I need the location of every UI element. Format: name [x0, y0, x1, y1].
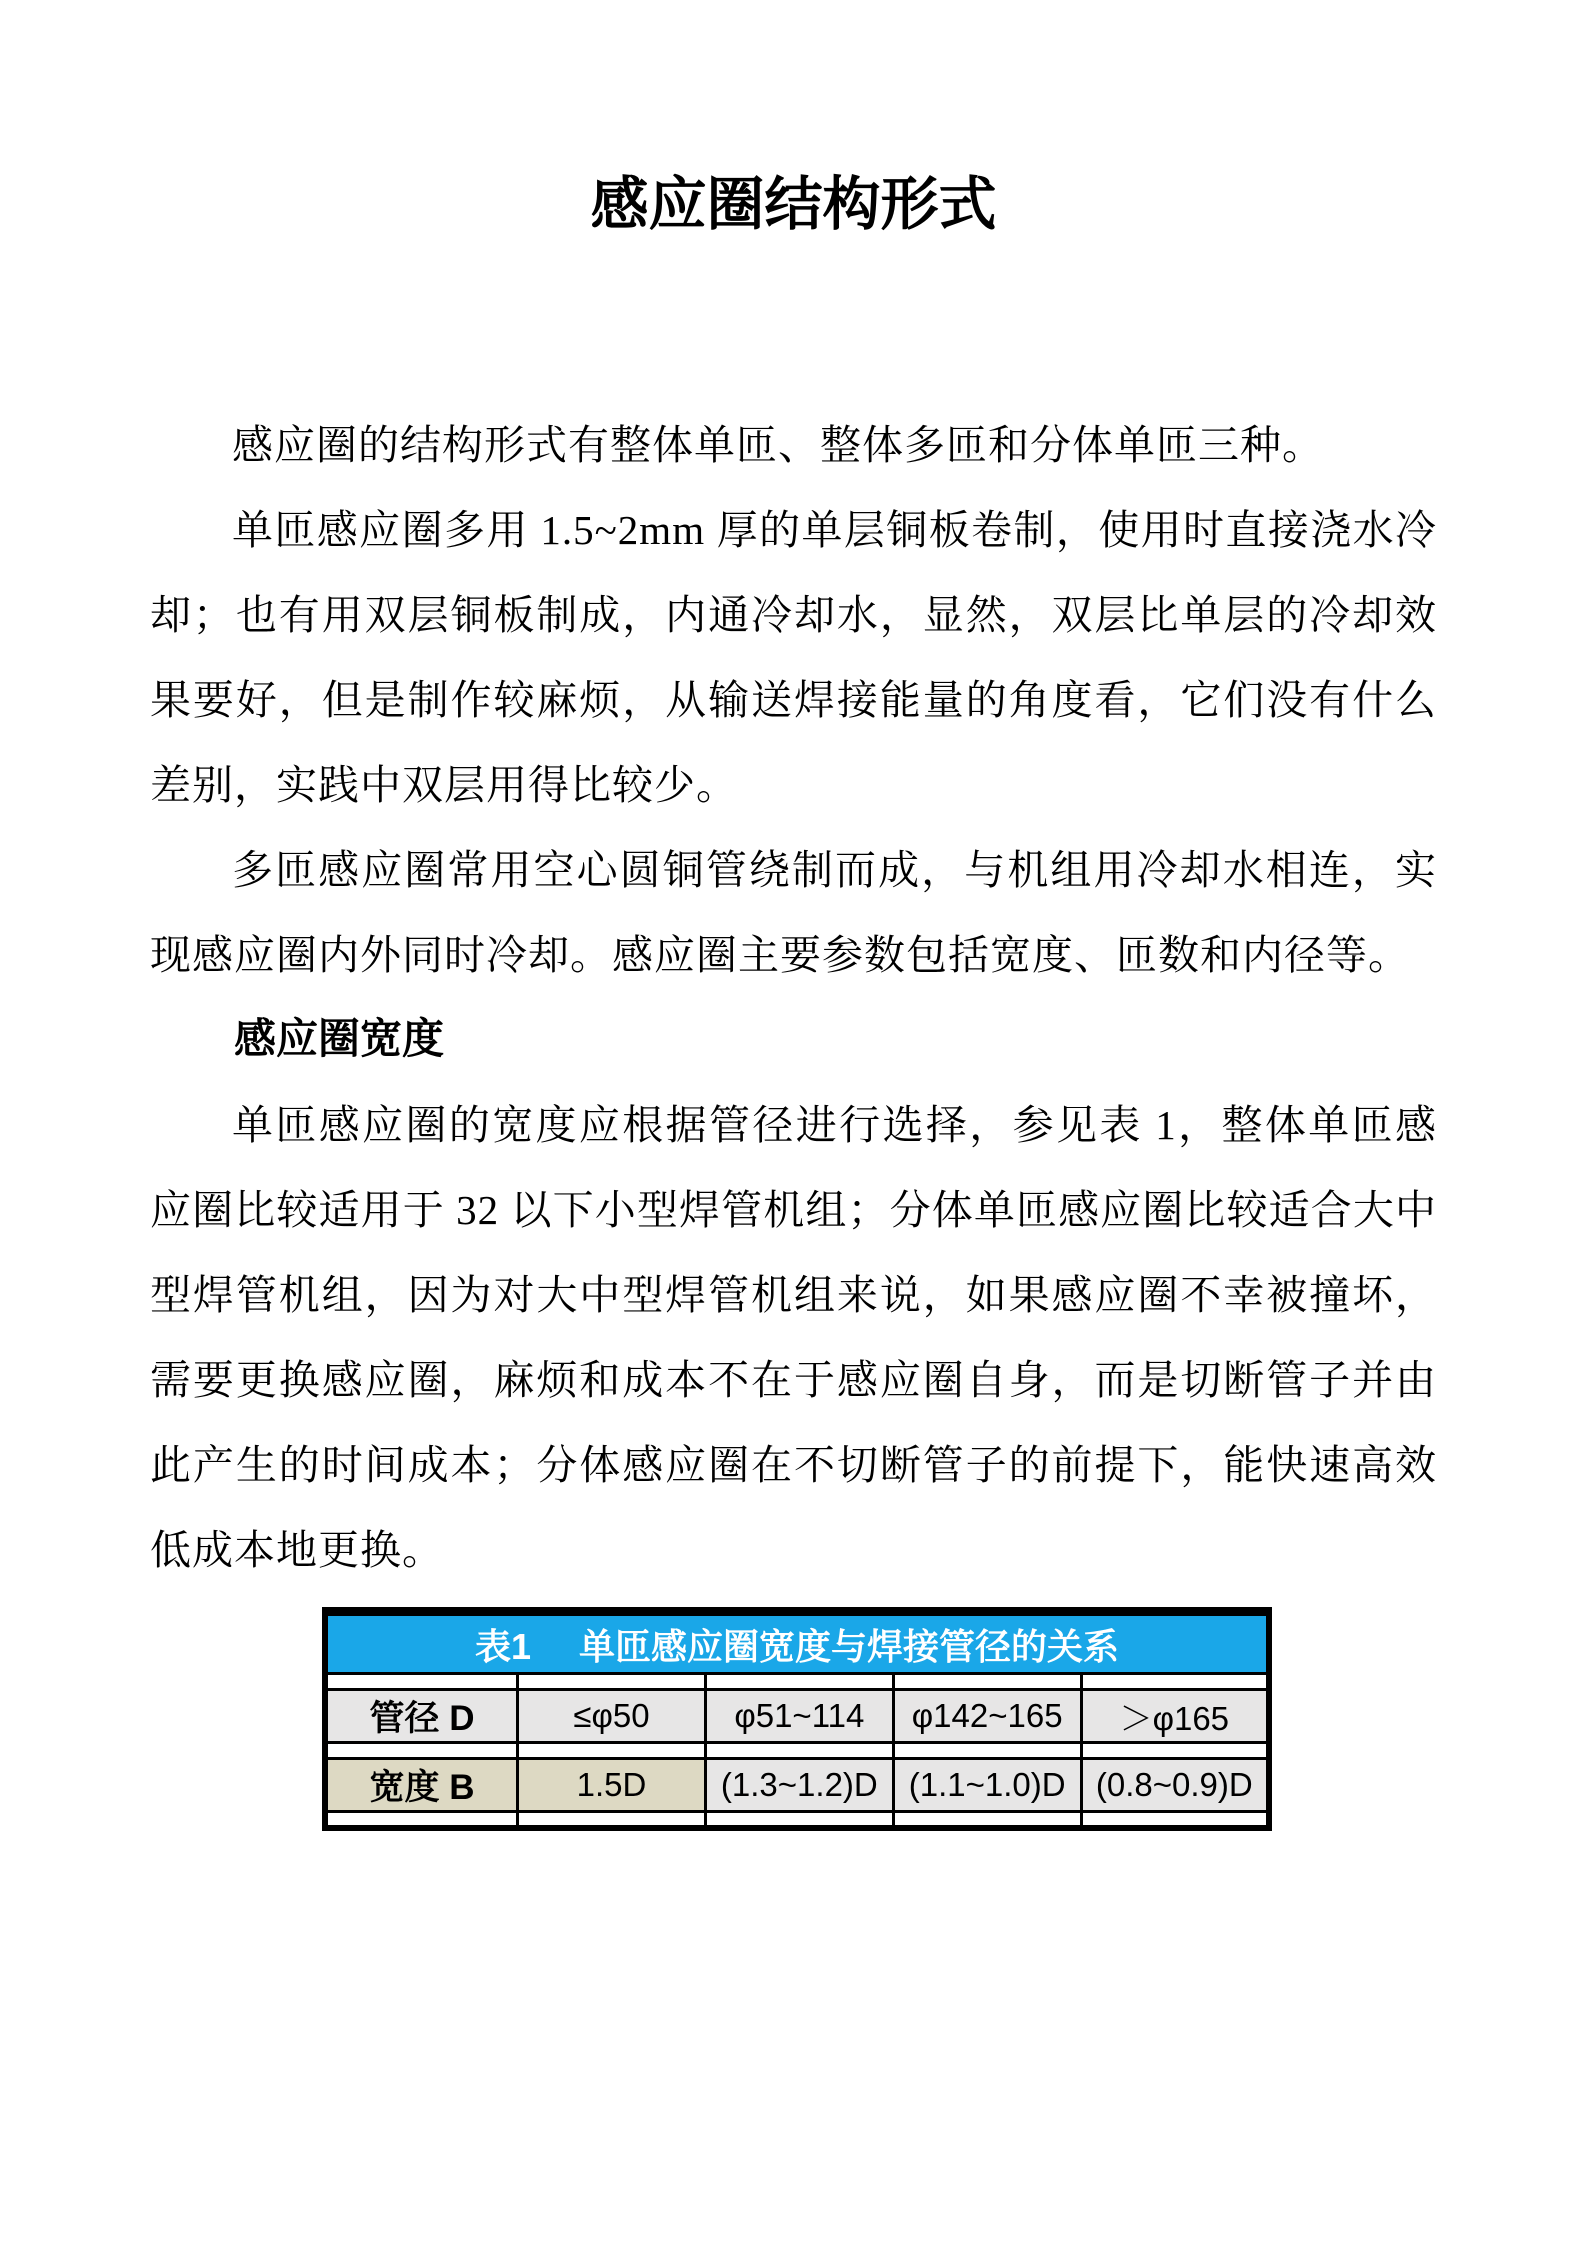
spacer-cell — [1081, 1743, 1269, 1759]
paragraph-intro: 感应圈的结构形式有整体单匝、整体多匝和分体单匝三种。 — [232, 422, 1324, 468]
spacer-cell — [893, 1674, 1081, 1690]
page-title: 感应圈结构形式 — [590, 172, 997, 237]
row-header-cell: 宽度 B — [325, 1759, 518, 1812]
spacer-cell — [518, 1743, 706, 1759]
spacer-cell — [705, 1812, 893, 1828]
table-cell: 1.5D — [518, 1759, 706, 1812]
spacer-cell — [893, 1812, 1081, 1828]
table-coil-width-vs-pipe-diameter — [322, 1607, 1272, 1831]
table-label: 表1 — [474, 1625, 531, 1667]
section-heading-coil-width: 感应圈宽度 — [234, 1017, 445, 1063]
spacer-cell — [1081, 1674, 1269, 1690]
table-row-diameter — [325, 1690, 1269, 1743]
spacer-cell — [705, 1743, 893, 1759]
paragraph-multi-turn-coil: 多匝感应圈常用空心圆铜管绕制而成，与机组用冷却水相连，实现感应圈内外同时冷却。感应圈主要参数包括宽度、匝数和内径等。 — [150, 847, 1437, 978]
row-header-cell: 管径 D — [325, 1690, 518, 1743]
spacer-cell — [518, 1812, 706, 1828]
table-title: 单匝感应圈宽度与焊接管径的关系 — [579, 1625, 1120, 1667]
table-cell: φ51~114 — [705, 1690, 893, 1743]
table-spacer-row — [325, 1743, 1269, 1759]
table-spacer-row — [325, 1674, 1269, 1690]
table-caption — [325, 1612, 1269, 1674]
table-cell: ＞φ165 — [1081, 1690, 1269, 1743]
spacer-cell — [325, 1674, 518, 1690]
table-cell: (1.3~1.2)D — [705, 1759, 893, 1812]
table-cell: φ142~165 — [893, 1690, 1081, 1743]
table-cell: ≤φ50 — [518, 1690, 706, 1743]
spacer-cell — [1081, 1812, 1269, 1828]
table-cell: (0.8~0.9)D — [1081, 1759, 1269, 1812]
spacer-cell — [893, 1743, 1081, 1759]
spacer-cell — [705, 1674, 893, 1690]
spacer-cell — [325, 1743, 518, 1759]
table-caption-row — [325, 1612, 1269, 1674]
table-spacer-row — [325, 1812, 1269, 1828]
paragraph-coil-width: 单匝感应圈的宽度应根据管径进行选择，参见表 1，整体单匝感应圈比较适用于 32 以下小型焊管机组；分体单匝感应圈比较适合大中型焊管机组，因为对大中型焊管机组来说，如果感应圈不幸被撞坏，需要更换感应圈，麻烦和成本不在于感应圈自身，而是切断管子并由此产生的时间成本；分体感应圈在不切断管子的前提下，能快速高效低成本地更换。 — [150, 1102, 1437, 1573]
table-cell: (1.1~1.0)D — [893, 1759, 1081, 1812]
spacer-cell — [325, 1812, 518, 1828]
paragraph-single-turn-coil: 单匝感应圈多用 1.5~2mm 厚的单层铜板卷制，使用时直接浇水冷却；也有用双层铜板制成，内通冷却水，显然，双层比单层的冷却效果要好，但是制作较麻烦，从输送焊接能量的角度看，它们没有什么差别，实践中双层用得比较少。 — [150, 507, 1437, 808]
spacer-cell — [518, 1674, 706, 1690]
table-row-width — [325, 1759, 1269, 1812]
